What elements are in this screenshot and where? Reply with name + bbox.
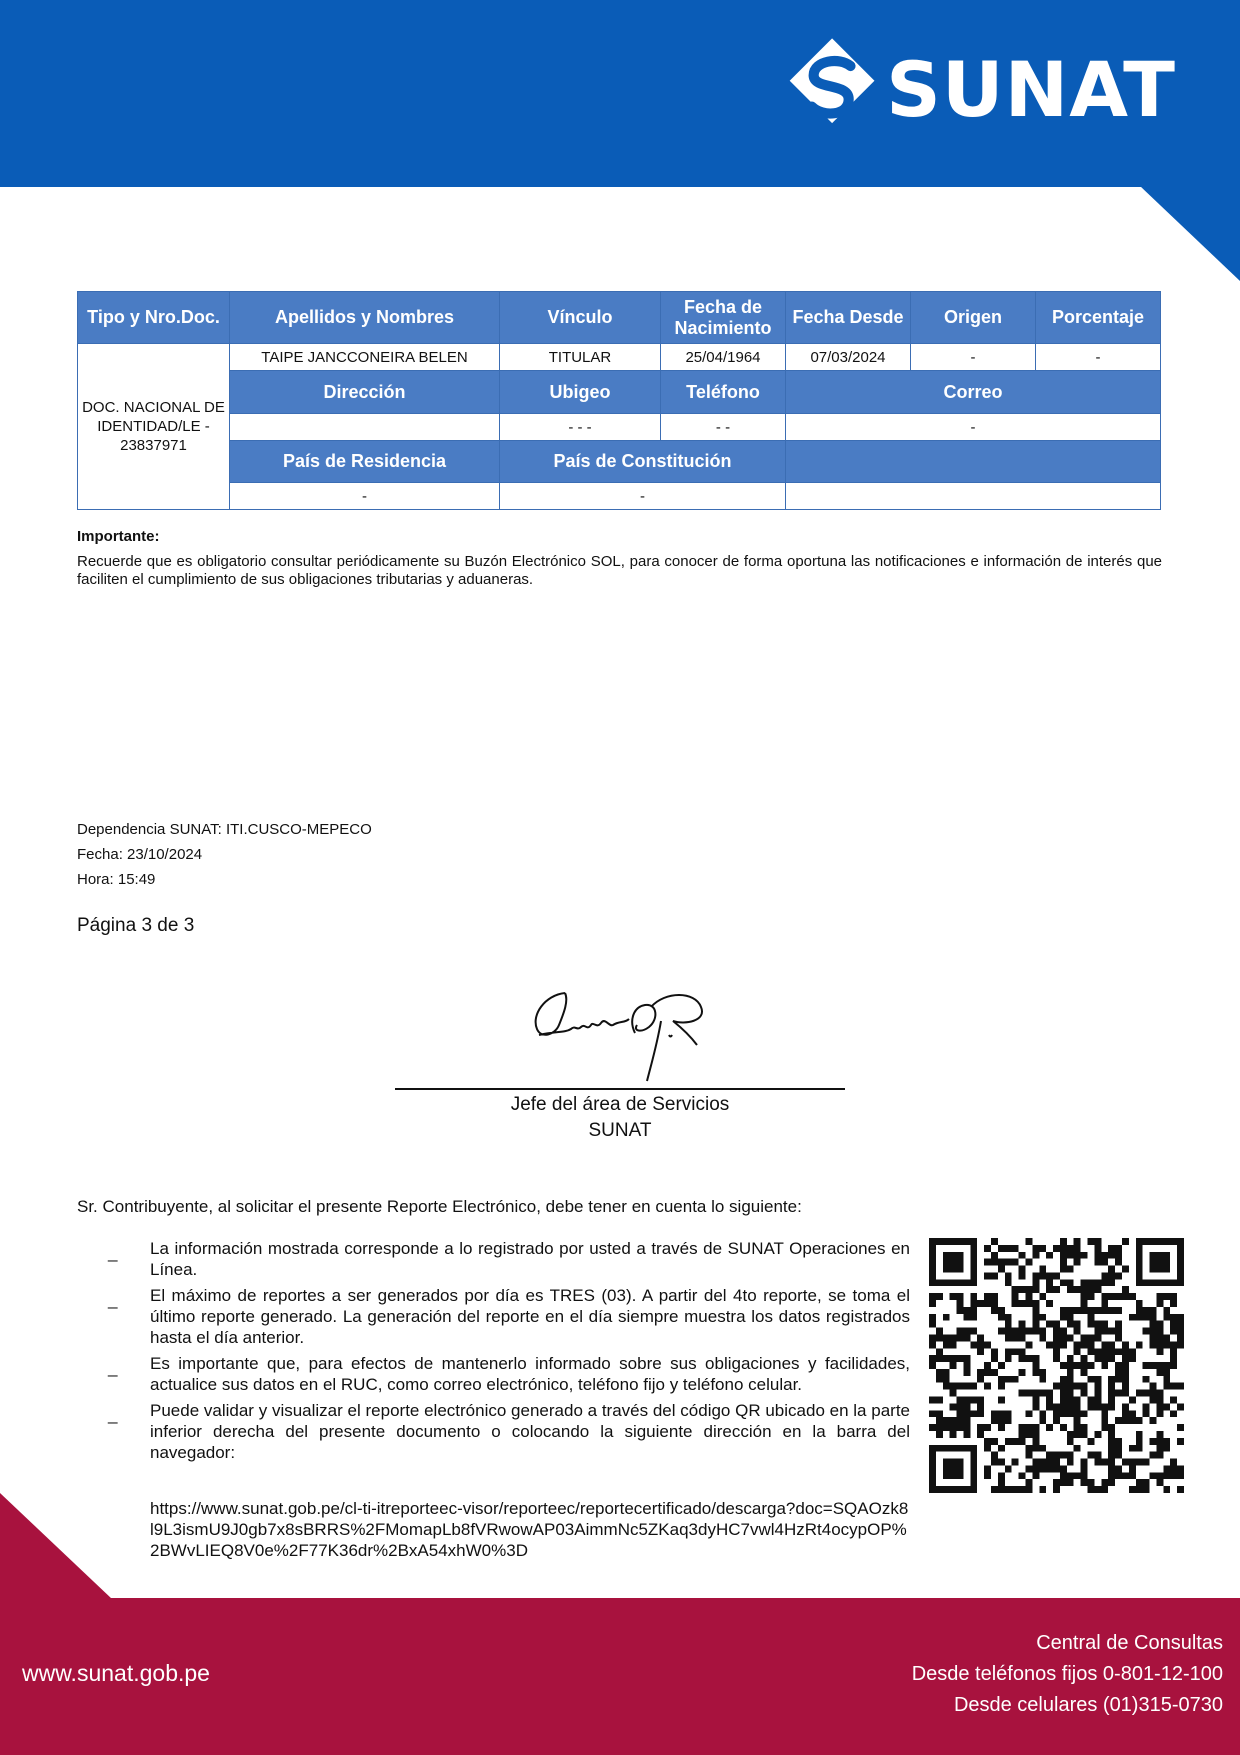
- dash-bullet: _: [108, 1290, 118, 1309]
- cell-porcentaje: -: [1036, 344, 1161, 371]
- cell-empty: [786, 483, 1161, 510]
- sunat-logo: [786, 30, 1176, 150]
- header-direccion: Dirección: [230, 371, 500, 414]
- cell-correo: -: [786, 414, 1161, 441]
- header-correo: Correo: [786, 371, 1161, 414]
- page-number: Página 3 de 3: [77, 915, 195, 936]
- signature-org: SUNAT: [588, 1120, 652, 1141]
- validation-url[interactable]: https://www.sunat.gob.pe/cl-ti-itreporteec-visor/reporteec/reportecertificado/descarga?doc=SQAOzk8l9L3ismU9J0gb7x8sBRRS%2FMomapLb8fVRwowAP03AimmNc5ZKaq3dyHC7vwl4HzRt4ocypOP%2BWvLIEQ8V0e%2F77K36dr%2BxA54xhW0%3D: [150, 1499, 909, 1560]
- cell-telefono: - -: [661, 414, 786, 441]
- dependencia-sunat: Dependencia SUNAT: ITI.CUSCO-MEPECO: [77, 821, 372, 838]
- dash-bullet: _: [108, 1358, 118, 1377]
- signature-title: Jefe del área de Servicios: [510, 1094, 730, 1115]
- footer-phone-fixed: Desde teléfonos fijos 0-801-12-100: [911, 1663, 1223, 1685]
- header-fecha-desde: Fecha Desde: [786, 292, 911, 344]
- sunat-logo-mark-icon: [786, 31, 878, 149]
- signature-line: [395, 1088, 845, 1090]
- cell-fecha-nacimiento: 25/04/1964: [661, 344, 786, 371]
- notice-intro: Sr. Contribuyente, al solicitar el presente Reporte Electrónico, debe tener en cuenta lo siguiente:: [77, 1197, 802, 1216]
- header-fecha-nacimiento: Fecha de Nacimiento: [661, 292, 786, 344]
- handwritten-signature: [525, 985, 715, 1085]
- hora: Hora: 15:49: [77, 871, 156, 888]
- header-vinculo: Vínculo: [500, 292, 661, 344]
- cell-vinculo: TITULAR: [500, 344, 661, 371]
- header-tipo-doc: Tipo y Nro.Doc.: [78, 292, 230, 344]
- fecha: Fecha: 23/10/2024: [77, 846, 203, 863]
- header-pais-constitucion: País de Constitución: [500, 441, 786, 483]
- cell-nombre: TAIPE JANCCONEIRA BELEN: [230, 344, 500, 371]
- list-item: _ Es importante que, para efectos de mantenerlo informado sobre sus obligaciones y facilidades, actualice sus datos en el RUC, como correo electrónico, teléfono fijo y teléfono celular.: [108, 1354, 910, 1394]
- header-origen: Origen: [911, 292, 1036, 344]
- header-telefono: Teléfono: [661, 371, 786, 414]
- cell-ubigeo: - - -: [500, 414, 661, 441]
- header-pais-residencia: País de Residencia: [230, 441, 500, 483]
- cell-origen: -: [911, 344, 1036, 371]
- list-item: _ El máximo de reportes a ser generados por día es TRES (03). A partir del 4to reporte, se toma el último reporte generado. La generación del reporte en el día siempre muestra los datos registrados hasta el día anterior.: [108, 1286, 910, 1347]
- dash-bullet: _: [108, 1405, 118, 1424]
- cell-fecha-desde: 07/03/2024: [786, 344, 911, 371]
- list-item: _ La información mostrada corresponde a lo registrado por usted a través de SUNAT Operaciones en Línea.: [108, 1239, 910, 1279]
- qr-code[interactable]: [929, 1238, 1184, 1493]
- footer-contact-title: Central de Consultas: [1036, 1632, 1223, 1654]
- cell-tipo-doc: DOC. NACIONAL DE IDENTIDAD/LE - 23837971: [78, 344, 230, 510]
- cell-pais-constitucion: -: [500, 483, 786, 510]
- list-item: _ Puede validar y visualizar el reporte electrónico generado a través del código QR ubicado en la parte inferior derecha del presente documento o colocando la siguiente dirección en la barra del navegador:: [108, 1401, 910, 1462]
- contributor-data-table: [77, 291, 1161, 510]
- footer-corner-decoration: [0, 1493, 112, 1599]
- footer-phone-mobile: Desde celulares (01)315-0730: [953, 1694, 1223, 1716]
- notice-list: [108, 1238, 910, 1468]
- importante-text: Recuerde que es obligatorio consultar periódicamente su Buzón Electrónico SOL, para conocer de forma oportuna las notificaciones e información de interés que faciliten el cumplimiento de sus obligaciones tributarias y aduaneras.: [77, 553, 1162, 588]
- header-corner-decoration: [1140, 186, 1240, 281]
- header-porcentaje: Porcentaje: [1036, 292, 1161, 344]
- header-ubigeo: Ubigeo: [500, 371, 661, 414]
- header-apellidos-nombres: Apellidos y Nombres: [230, 292, 500, 344]
- cell-pais-residencia: -: [230, 483, 500, 510]
- importante-title: Importante:: [77, 528, 160, 545]
- footer-website[interactable]: www.sunat.gob.pe: [22, 1660, 210, 1686]
- sunat-logo-text: SUNAT: [886, 45, 1176, 134]
- footer-contact: [912, 1628, 1223, 1721]
- dash-bullet: _: [108, 1243, 118, 1262]
- header-empty: [786, 441, 1161, 483]
- cell-direccion: [230, 414, 500, 441]
